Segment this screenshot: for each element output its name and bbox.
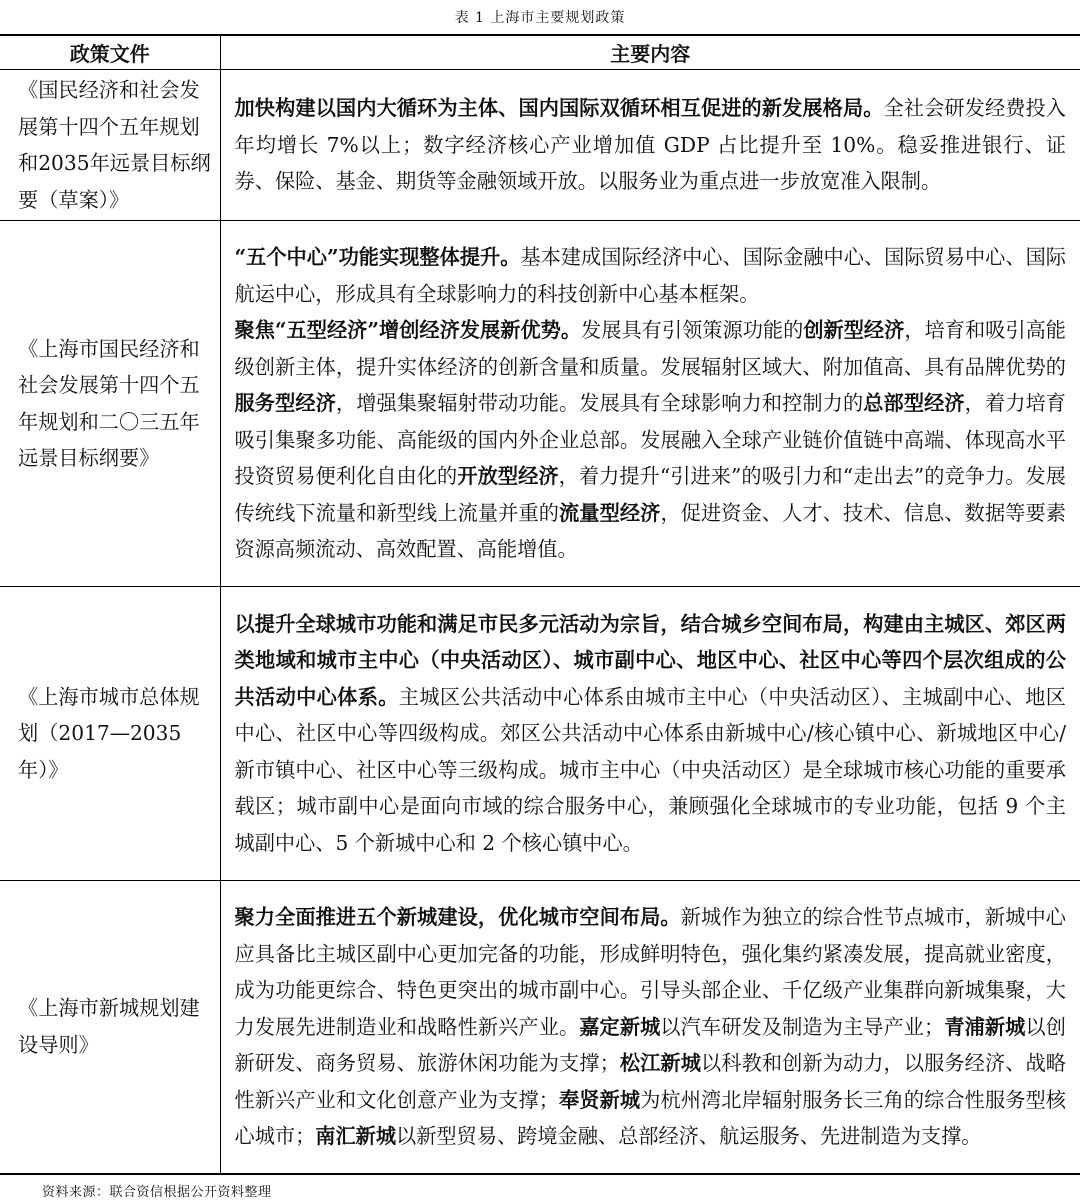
content-text: 主城区公共活动中心体系由城市主中心（中央活动区）、主城副中心、地区中心、社区中心等四级构成。郊区公共活动中心体系由新城中心/核心镇中心、新城地区中心/新市镇中心、社区中心等三级构成。城市主中心（中央活动区）是全球城市核心功能的重要承载区；城市副中心是面向市域的综合服务中心，兼顾强化全球城市的专业功能，包括 9 个主城副中心、5 个新城中心和 2 个核心镇中心。 <box>234 684 1066 855</box>
content-text: ，促进资金、人才、技术、信息、数据等要素资源高频流动、高效配置、高能增值。 <box>234 500 1066 562</box>
content-bold-text: “五个中心”功能实现整体提升。 <box>234 245 521 270</box>
content-bold-text: 服务型经济 <box>234 391 336 416</box>
table-row <box>0 587 1080 881</box>
content-text: ，培育和吸引高能级创新主体，提升实体经济的创新含量和质量。发展辐射区域大、附加值高、具有品牌优势的 <box>234 318 1066 379</box>
policy-table <box>0 34 1080 1175</box>
policy-document-name: 《国民经济和社会发展第十四个五年规划和2035年远景目标纲要（草案）》 <box>0 70 220 221</box>
content-bold-text: 流量型经济 <box>559 500 661 525</box>
content-bold-text: 嘉定新城 <box>579 1014 661 1039</box>
content-text: ，着力培育吸引集聚多功能、高能级的国内外企业总部。发展融入全球产业链价值链中高端、体现高水平投资贸易便利化自由化的 <box>234 391 1066 489</box>
content-text: 全社会研发经费投入年均增长 7%以上；数字经济核心产业增加值 GDP 占比提升至 10%。稳妥推进银行、证券、保险、基金、期货等金融领域开放。以服务业为重点进一步放宽准入限制。 <box>234 96 1066 194</box>
policy-content <box>220 221 1080 587</box>
content-text: 为杭州湾北岸辐射服务长三角的综合性服务型核心城市； <box>234 1087 1066 1148</box>
content-bold-text: 总部型经济 <box>863 391 965 416</box>
content-bold-text: 创新型经济 <box>803 318 905 343</box>
content-bold-text: 开放型经济 <box>457 464 559 489</box>
content-text: ，增强集聚辐射带动功能。发展具有全球影响力和控制力的 <box>335 391 864 416</box>
content-text: 以新型贸易、跨境金融、总部经济、航运服务、先进制造为支撑。 <box>396 1124 982 1148</box>
table-caption: 表 1 上海市主要规划政策 <box>454 10 626 26</box>
table-row <box>0 881 1080 1174</box>
content-text: ，着力提升“引进来”的吸引力和“走出去”的竞争力。发展传统线下流量和新型线上流量并重的 <box>234 464 1066 525</box>
policy-content <box>220 881 1080 1174</box>
content-bold-text: 以提升全球城市功能和满足市民多元活动为宗旨，结合城乡空间布局，构建由主城区、郊区两类地域和城市主中心（中央活动区）、城市副中心、地区中心、社区中心等四个层次组成的公共活动中心体系。 <box>234 611 1066 709</box>
content-bold-text: 加快构建以国内大循环为主体、国内国际双循环相互促进的新发展格局。 <box>234 96 884 121</box>
policy-document-name: 《上海市城市总体规划（2017—2035年）》 <box>0 587 220 881</box>
content-text: 发展具有引领策源功能的 <box>581 318 804 343</box>
header-main-content: 主要内容 <box>220 35 1080 70</box>
policy-content <box>220 587 1080 881</box>
policy-document-name: 《上海市新城规划建设导则》 <box>0 881 220 1174</box>
content-text: 以汽车研发及制造为主导产业； <box>660 1014 945 1039</box>
content-bold-text: 南汇新城 <box>315 1124 397 1148</box>
table-row <box>0 221 1080 587</box>
header-policy-document: 政策文件 <box>0 35 220 70</box>
content-bold-text: 奉贤新城 <box>558 1087 641 1112</box>
content-bold-text: 松江新城 <box>619 1051 701 1075</box>
content-bold-text: 聚焦“五型经济”增创经济发展新优势。 <box>234 318 582 343</box>
content-text: 基本建成国际经济中心、国际金融中心、国际贸易中心、国际航运中心，形成具有全球影响力的科技创新中心基本框架。 <box>234 245 1066 306</box>
content-bold-text: 青浦新城 <box>944 1014 1026 1039</box>
source-note: 资料来源：联合资信根据公开资料整理 <box>42 1185 272 1200</box>
content-text: 新城作为独立的综合性节点城市，新城中心应具备比主城区副中心更加完备的功能，形成鲜明特色，强化集约紧凑发展，提高就业密度，成为功能更综合、特色更突出的城市副中心。引导头部企业、千亿级产业集群向新城集聚，大力发展先进制造业和战略性新兴产业。 <box>234 905 1066 1039</box>
policy-document-name: 《上海市国民经济和社会发展第十四个五年规划和二〇三五年远景目标纲要》 <box>0 221 220 587</box>
content-text: 以科教和创新为动力，以服务经济、战略性新兴产业和文化创意产业为支撑； <box>234 1051 1066 1112</box>
table-header-row <box>0 35 1080 70</box>
content-bold-text: 聚力全面推进五个新城建设，优化城市空间布局。 <box>234 905 681 929</box>
table-row <box>0 70 1080 221</box>
content-text: 以创新研发、商务贸易、旅游休闲功能为支撑； <box>234 1014 1066 1075</box>
policy-content <box>220 70 1080 221</box>
